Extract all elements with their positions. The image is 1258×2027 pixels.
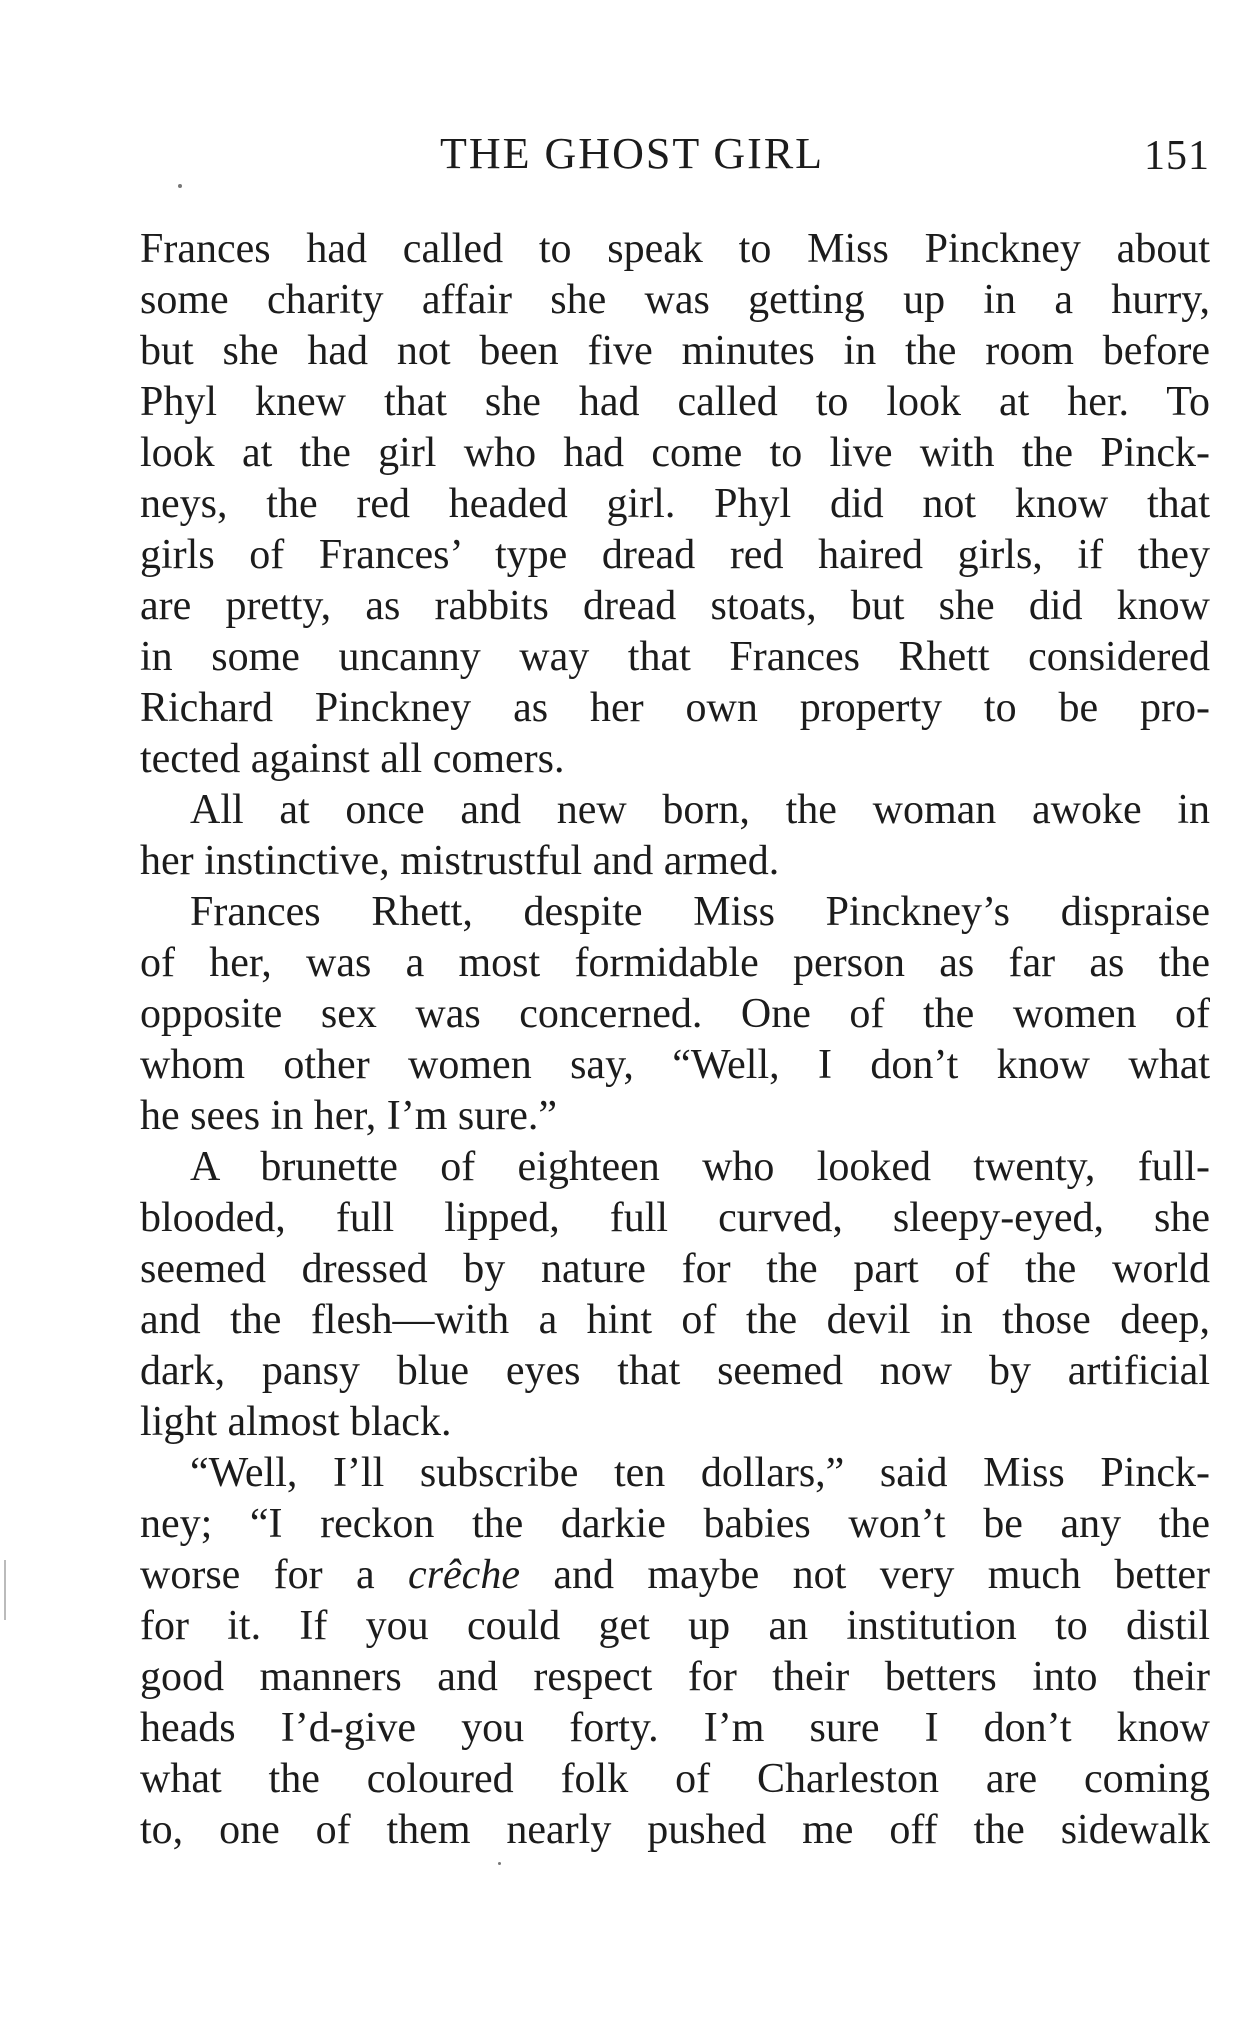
text-line: good manners and respect for their betters into their — [140, 1654, 1210, 1700]
text-run: and maybe not very much better — [553, 1552, 1211, 1598]
text-line: in some uncanny way that Frances Rhett considered — [140, 634, 1210, 680]
text-line: light almost black. — [140, 1399, 452, 1445]
text-line: look at the girl who had come to live with the Pinck- — [140, 430, 1210, 476]
text-line: Frances Rhett, despite Miss Pinckney’s dispraise — [190, 889, 1210, 935]
text-line — [140, 1550, 1210, 1601]
text-line: tected against all comers. — [140, 736, 565, 782]
text-line: of her, was a most formidable person as far as the — [140, 940, 1210, 986]
ink-speck — [498, 1862, 501, 1865]
text-line: whom other women say, “Well, I don’t know what — [140, 1042, 1210, 1088]
text-line: girls of Frances’ type dread red haired girls, if they — [140, 532, 1210, 578]
text-line: for it. If you could get up an institution to distil — [140, 1603, 1210, 1649]
text-line: he sees in her, I’m sure.” — [140, 1093, 557, 1139]
text-line: Frances had called to speak to Miss Pinckney about — [140, 226, 1210, 272]
text-line: her instinctive, mistrustful and armed. — [140, 838, 780, 884]
text-line: some charity affair she was getting up in a hurry, — [140, 277, 1210, 323]
margin-mark — [4, 1560, 6, 1620]
running-head — [140, 128, 1210, 188]
text-line: to, one of them nearly pushed me off the sidewalk — [140, 1807, 1210, 1853]
text-run: worse for a — [140, 1552, 375, 1598]
running-title: THE GHOST GIRL — [440, 129, 825, 178]
text-line: All at once and new born, the woman awoke in — [190, 787, 1210, 833]
text-line: are pretty, as rabbits dread stoats, but she did know — [140, 583, 1210, 629]
text-line: seemed dressed by nature for the part of the world — [140, 1246, 1210, 1292]
body-text — [140, 224, 1210, 1856]
text-line: but she had not been five minutes in the room before — [140, 328, 1210, 374]
ink-speck — [178, 184, 182, 188]
text-line: and the flesh—with a hint of the devil in those deep, — [140, 1297, 1210, 1343]
text-line: “Well, I’ll subscribe ten dollars,” said Miss Pinck- — [190, 1450, 1210, 1496]
text-line: heads I’d-give you forty. I’m sure I don’t know — [140, 1705, 1210, 1751]
text-line: blooded, full lipped, full curved, sleepy-eyed, she — [140, 1195, 1210, 1241]
text-line: opposite sex was concerned. One of the women of — [140, 991, 1210, 1037]
text-line: neys, the red headed girl. Phyl did not know that — [140, 481, 1210, 527]
text-line: A brunette of eighteen who looked twenty, full- — [190, 1144, 1210, 1190]
text-line: Phyl knew that she had called to look at her. To — [140, 379, 1210, 425]
page-number: 151 — [1144, 133, 1210, 179]
text-line: dark, pansy blue eyes that seemed now by artificial — [140, 1348, 1210, 1394]
italic-word: crêche — [408, 1552, 520, 1598]
text-line: Richard Pinckney as her own property to be pro- — [140, 685, 1210, 731]
text-line: what the coloured folk of Charleston are coming — [140, 1756, 1210, 1802]
text-line: ney; “I reckon the darkie babies won’t be any the — [140, 1501, 1210, 1547]
